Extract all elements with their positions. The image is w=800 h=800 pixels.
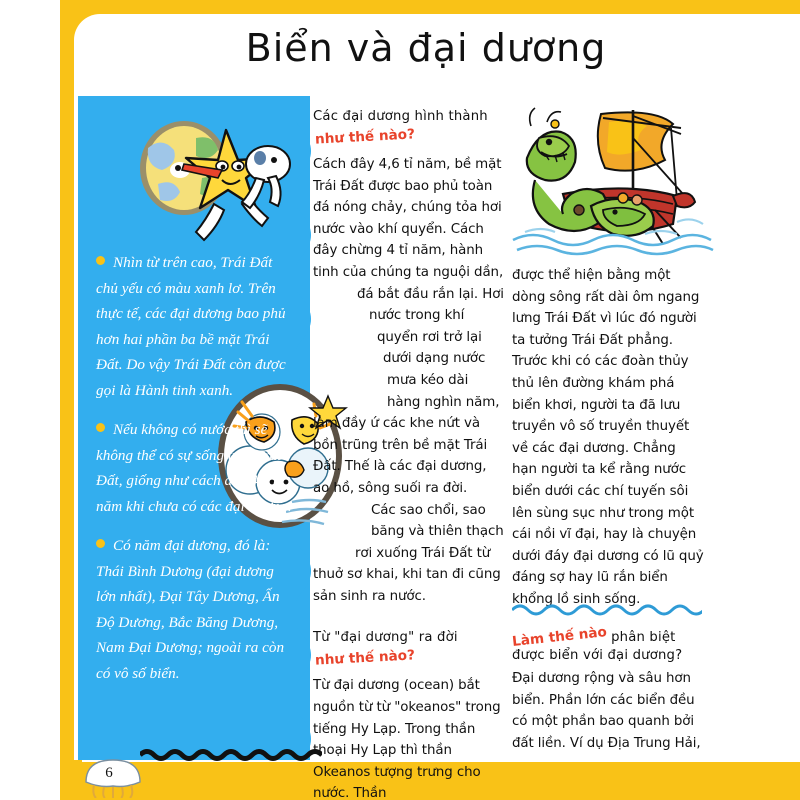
left-bullet-text: Nhìn từ trên cao, Trái Đất chủ yếu có màu xanh lơ. Trên thực tế, các đại dương bao phủ hơn hai phần ba bề mặt Trái Đất. Do vậy Trái Đất còn được gọi là Hành tinh xanh. (96, 254, 286, 399)
heading-black-text: Từ "đại dương" ra đời (313, 630, 458, 646)
heading-black-text: phân biệt được biển với đại dương? (512, 630, 683, 663)
middle-paragraph-2-wrapper (313, 500, 505, 608)
left-bullet-item (96, 250, 296, 403)
right-paragraph-1: được thể hiện bằng một dòng sông rất dài ôm ngang lưng Trái Đất vì lúc đó người ta tưởng Trái Đất phẳng. Trước khi có các đoàn thủy thủ lên đường khám phá biển khơi, người ta đã lưu truyền vô số truyền thuyết về các đại dương. Chẳng hạn người ta kể rằng nước biển dưới các chí tuyến sôi lên sùng sục như trong một cái nồi vĩ đại, hay là chuyện dưới đáy đại dương có lũ quỷ đáng sợ hay lũ rắn biển khổng lồ sinh sống. (512, 268, 704, 607)
right-paragraph-2-wrapper (512, 668, 708, 754)
middle-paragraph-2: Các sao chổi, sao băng và thiên thạch rơi xuống Trái Đất từ thuở sơ khai, khi tan đi cũng sản sinh ra nước. (313, 502, 504, 604)
section-heading-difference (511, 624, 708, 664)
sea-serpent-ship-illustration (505, 98, 717, 270)
page-title (96, 26, 756, 70)
bullet-dot-icon (96, 256, 105, 265)
star-earth-illustration (118, 108, 296, 248)
middle-text-column (313, 108, 505, 800)
right-paragraph-1-wrapper (512, 265, 704, 611)
heading-black-text: Các đại dương hình thành (313, 109, 488, 124)
middle-paragraph-1: Cách đây 4,6 tỉ năm, bề mặt Trái Đất được bao phủ toàn đá nóng chảy, chúng tỏa hơi nước vào khí quyển. Cách đây chừng 4 tỉ năm, hành tinh của chúng ta nguội dần, đá bắt đầu rắn lại. Hơi nước trong khí quyển rơi trở lại dưới dạng nước mưa kéo dài hàng nghìn năm, làm đầy ứ các khe nứt và bồn trũng trên bề mặt Trái Đất. Thế là các đại dương, ao hồ, sông suối ra đời. (313, 157, 504, 496)
section-subheading-formation (315, 128, 505, 146)
left-panel-text-column (96, 250, 296, 697)
heading-red-text: Làm thế nào (511, 624, 608, 650)
page-title-text: Biển và đại dương (245, 26, 607, 70)
section-subheading-etymology (314, 647, 505, 670)
heading-red-text: như thế nào? (314, 647, 416, 670)
right-text-column (512, 265, 704, 611)
middle-paragraph-1-wrapper (313, 154, 505, 500)
page-number (98, 765, 120, 782)
section-heading-etymology (313, 629, 505, 646)
middle-paragraph-3-wrapper (313, 675, 505, 800)
left-bullet-text: Nếu không có nước thì sẽ không thể có sự sống trên Trái Đất, giống như cách đây 4,6 tỉ năm khi chưa có các đại dương. (96, 421, 292, 515)
bullet-dot-icon (96, 539, 105, 548)
black-wavy-line (140, 748, 322, 762)
page-number-text: 6 (105, 765, 113, 781)
left-bullet-text: Có năm đại dương, đó là: Thái Bình Dương (đại dương lớn nhất), Đại Tây Dương, Ấn Độ Dương, Bắc Băng Dương, Nam Đại Dương; ngoài ra còn có vô số biển. (96, 537, 285, 682)
section-heading-formation (313, 108, 505, 125)
left-bullet-item (96, 533, 296, 686)
middle-paragraph-3: Từ đại dương (ocean) bắt nguồn từ từ "okeanos" trong tiếng Hy Lạp. Trong thần thoại Hy Lạp thì thần Okeanos tượng trưng cho nước. Thần (313, 678, 501, 800)
bullet-dot-icon (96, 423, 105, 432)
right-section2 (511, 624, 708, 754)
right-paragraph-2: Đại dương rộng và sâu hơn biển. Phần lớn các biển đều có một phần bao quanh bởi đất liền. Ví dụ Địa Trung Hải, (512, 671, 701, 751)
wavy-divider-icon (512, 600, 702, 616)
heading-red-text: như thế nào? (314, 126, 416, 148)
left-bullet-item (96, 417, 296, 519)
